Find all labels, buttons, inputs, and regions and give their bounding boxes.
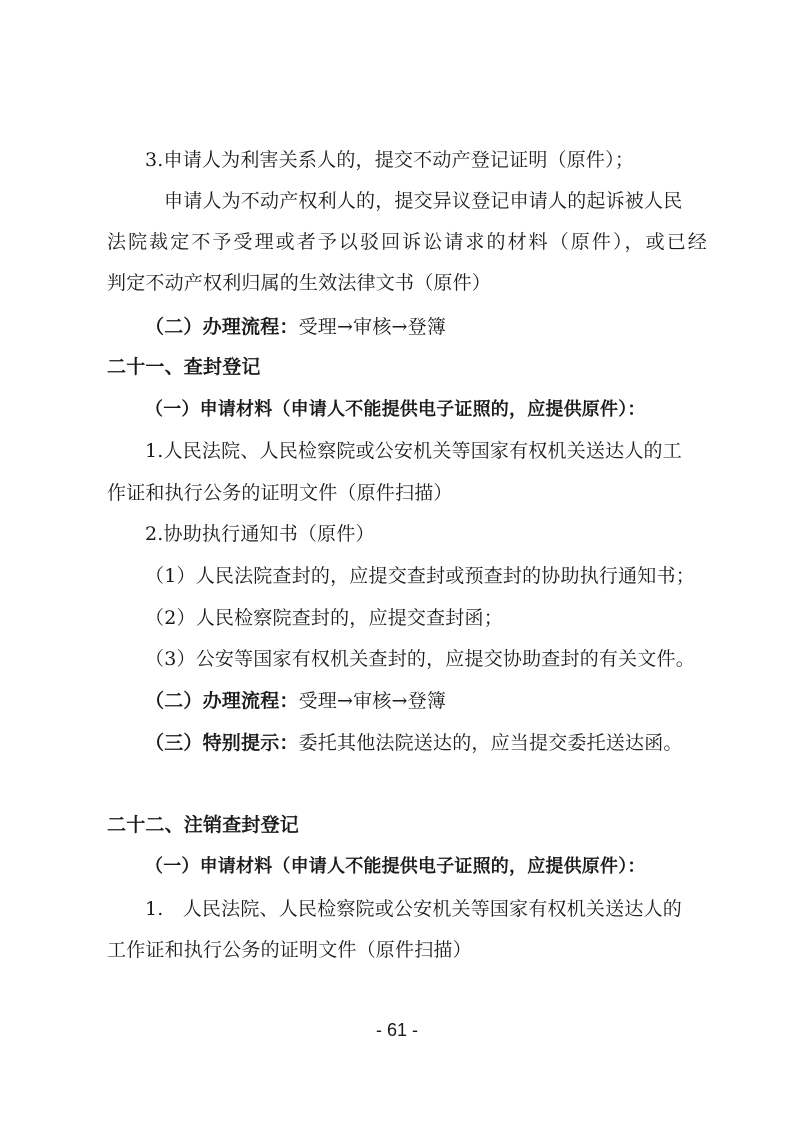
paragraph-right-holder-line2: 法院裁定不予受理或者予以驳回诉讼请求的材料（原件），或已经 xyxy=(107,231,707,253)
materials-item2: 2.协助执行通知书（原件） xyxy=(145,523,375,545)
materials-item1-line1: 1.人民法院、人民检察院或公安机关等国家有权机关送达人的工 xyxy=(145,440,682,462)
paragraph-right-holder-line3: 判定不动产权利归属的生效法律文书（原件） xyxy=(107,272,492,294)
paragraph-interested-party: 3.申请人为利害关系人的，提交不动产登记证明（原件）； xyxy=(145,149,635,171)
process-label: （二）办理流程： xyxy=(145,690,299,712)
paragraph-right-holder-line1: 申请人为不动产权利人的，提交异议登记申请人的起诉被人民 xyxy=(164,190,683,212)
process-text: 受理→审核→登簿 xyxy=(298,690,447,712)
process-line-seizure xyxy=(145,689,745,713)
special-tip-line xyxy=(145,731,745,755)
materials-item1-line2: 作证和执行公务的证明文件（原件扫描） xyxy=(107,482,453,504)
materials-sub-item2: （2）人民检察院查封的，应提交查封函； xyxy=(145,607,503,629)
cancel-materials-item1-line1: 1. 人民法院、人民检察院或公安机关等国家有权机关送达人的 xyxy=(145,898,682,920)
materials-heading-cancel-seizure: （一）申请材料（申请人不能提供电子证照的，应提供原件）： xyxy=(145,856,646,877)
materials-heading-seizure: （一）申请材料（申请人不能提供电子证照的，应提供原件）： xyxy=(145,399,646,420)
special-tip-label: （三）特别提示： xyxy=(145,732,299,754)
page-number: - 61 - xyxy=(375,1020,418,1040)
special-tip-text: 委托其他法院送达的，应当提交委托送达函。 xyxy=(298,732,683,754)
section-title-seizure-registration: 二十一、查封登记 xyxy=(107,356,261,378)
process-text: 受理→审核→登簿 xyxy=(298,316,447,338)
materials-sub-item1: （1）人民法院查封的，应提交查封或预查封的协助执行通知书； xyxy=(145,565,695,587)
materials-sub-item3: （3）公安等国家有权机关查封的，应提交协助查封的有关文件。 xyxy=(145,648,695,670)
cancel-materials-item1-line2: 工作证和执行公务的证明文件（原件扫描） xyxy=(107,939,472,961)
process-line-objection xyxy=(145,315,745,339)
process-label: （二）办理流程： xyxy=(145,316,299,338)
section-title-cancel-seizure: 二十二、注销查封登记 xyxy=(107,814,300,836)
